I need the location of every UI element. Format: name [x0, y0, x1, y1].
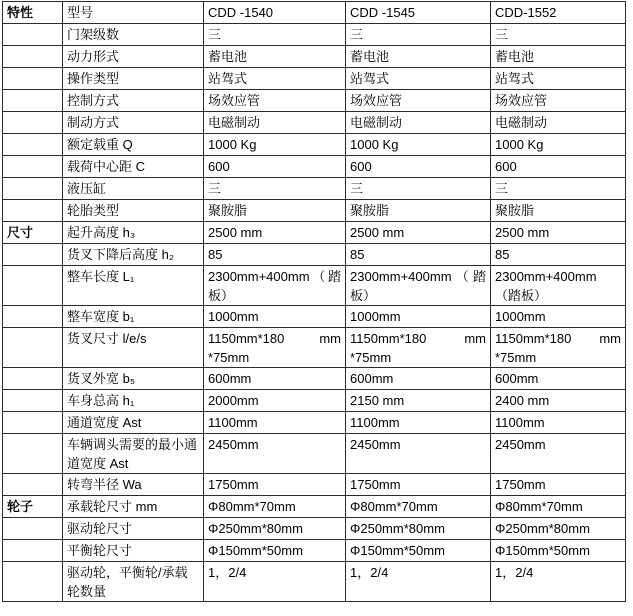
row-label: 驱动轮尺寸	[63, 518, 204, 540]
cell-value: 1000mm	[346, 306, 491, 328]
cell-value: Φ250mm*80mm	[491, 518, 626, 540]
model-header: 型号	[63, 2, 204, 24]
category-label	[3, 178, 63, 200]
row-label: 货叉尺寸 l/e/s	[63, 328, 204, 368]
table-row	[3, 474, 626, 496]
table-row	[3, 496, 626, 518]
cell-value: 2150 mm	[346, 390, 491, 412]
cell-value: 站驾式	[491, 68, 626, 90]
row-label: 额定载重 Q	[63, 134, 204, 156]
table-row	[3, 68, 626, 90]
cell-value: 站驾式	[204, 68, 346, 90]
category-label	[3, 134, 63, 156]
cell-value: 1000 Kg	[346, 134, 491, 156]
cell-value: 1000 Kg	[491, 134, 626, 156]
category-label	[3, 328, 63, 368]
row-label: 控制方式	[63, 90, 204, 112]
table-row	[3, 222, 626, 244]
cell-value: Φ80mm*70mm	[204, 496, 346, 518]
row-label: 平衡轮尺寸	[63, 540, 204, 562]
cell-value: Φ150mm*50mm	[491, 540, 626, 562]
cell-value: 三	[204, 24, 346, 46]
row-label: 转弯半径 Wa	[63, 474, 204, 496]
cell-value: 600	[204, 156, 346, 178]
table-row	[3, 328, 626, 368]
cell-value: 电磁制动	[204, 112, 346, 134]
category-label	[3, 156, 63, 178]
category-label	[3, 412, 63, 434]
cell-value: 聚胺脂	[491, 200, 626, 222]
cell-value: 2450mm	[491, 434, 626, 474]
cell-value: 1100mm	[346, 412, 491, 434]
cell-value: 聚胺脂	[204, 200, 346, 222]
table-row	[3, 90, 626, 112]
cell-value: 三	[204, 178, 346, 200]
cell-value: 1150mm*180 mm *75mm	[204, 328, 346, 368]
cell-value: 1，2/4	[346, 562, 491, 602]
spec-table	[2, 1, 626, 602]
cell-value: 场效应管	[491, 90, 626, 112]
table-row	[3, 368, 626, 390]
category-label	[3, 68, 63, 90]
row-label: 货叉下降后高度 h₂	[63, 244, 204, 266]
category-label	[3, 200, 63, 222]
table-row	[3, 178, 626, 200]
cell-value: 三	[346, 178, 491, 200]
cell-value: 2500 mm	[204, 222, 346, 244]
cell-value: 2300mm+400mm（踏板）	[491, 266, 626, 306]
cell-value: 85	[491, 244, 626, 266]
table-row	[3, 266, 626, 306]
table-row	[3, 134, 626, 156]
table-row	[3, 540, 626, 562]
cell-value: Φ250mm*80mm	[204, 518, 346, 540]
table-header-row	[3, 2, 626, 24]
cell-value: 600	[346, 156, 491, 178]
category-label	[3, 90, 63, 112]
category-label	[3, 24, 63, 46]
category-label	[3, 112, 63, 134]
cell-value: 场效应管	[204, 90, 346, 112]
row-label: 操作类型	[63, 68, 204, 90]
cell-value: 2450mm	[346, 434, 491, 474]
feature-header: 特性	[3, 2, 63, 24]
table-row	[3, 244, 626, 266]
cell-value: 600	[491, 156, 626, 178]
cell-value: 聚胺脂	[346, 200, 491, 222]
category-label	[3, 46, 63, 68]
row-label: 载荷中心距 C	[63, 156, 204, 178]
cell-value: 站驾式	[346, 68, 491, 90]
category-label	[3, 368, 63, 390]
cell-value: 1000mm	[204, 306, 346, 328]
cell-value: 85	[346, 244, 491, 266]
cell-value: 蓄电池	[491, 46, 626, 68]
cell-value: 2500 mm	[491, 222, 626, 244]
cell-value: 蓄电池	[204, 46, 346, 68]
cell-value: 600mm	[346, 368, 491, 390]
row-label: 轮胎类型	[63, 200, 204, 222]
cell-value: 1000 Kg	[204, 134, 346, 156]
model-name: CDD -1540	[204, 2, 346, 24]
cell-value: Φ80mm*70mm	[491, 496, 626, 518]
table-row	[3, 306, 626, 328]
row-label: 承载轮尺寸 mm	[63, 496, 204, 518]
cell-value: Φ80mm*70mm	[346, 496, 491, 518]
spec-sheet-page	[0, 1, 633, 616]
cell-value: 2300mm+400mm（踏板）	[204, 266, 346, 306]
category-label: 轮子	[3, 496, 63, 518]
category-label	[3, 540, 63, 562]
cell-value: 2450mm	[204, 434, 346, 474]
cell-value: 1150mm*180 mm *75mm	[346, 328, 491, 368]
category-label	[3, 306, 63, 328]
cell-value: 三	[346, 24, 491, 46]
cell-value: 2300mm+400mm（踏板）	[346, 266, 491, 306]
table-row	[3, 412, 626, 434]
cell-value: Φ150mm*50mm	[204, 540, 346, 562]
table-row	[3, 390, 626, 412]
cell-value: 2400 mm	[491, 390, 626, 412]
row-label: 动力形式	[63, 46, 204, 68]
cell-value: 1，2/4	[491, 562, 626, 602]
row-label: 通道宽度 Ast	[63, 412, 204, 434]
cell-value: 三	[491, 178, 626, 200]
cell-value: 1750mm	[204, 474, 346, 496]
cell-value: 1100mm	[491, 412, 626, 434]
row-label: 整车长度 L₁	[63, 266, 204, 306]
cell-value: 三	[491, 24, 626, 46]
category-label: 尺寸	[3, 222, 63, 244]
table-row	[3, 46, 626, 68]
category-label	[3, 474, 63, 496]
row-label: 车辆调头需要的最小通道宽度 Ast	[63, 434, 204, 474]
cell-value: 2500 mm	[346, 222, 491, 244]
cell-value: 600mm	[204, 368, 346, 390]
row-label: 货叉外宽 b₅	[63, 368, 204, 390]
row-label: 车身总高 h₁	[63, 390, 204, 412]
model-name: CDD -1545	[346, 2, 491, 24]
category-label	[3, 562, 63, 602]
cell-value: 电磁制动	[346, 112, 491, 134]
cell-value: 600mm	[491, 368, 626, 390]
category-label	[3, 390, 63, 412]
row-label: 整车宽度 b₁	[63, 306, 204, 328]
table-row	[3, 200, 626, 222]
cell-value: 85	[204, 244, 346, 266]
cell-value: 1750mm	[491, 474, 626, 496]
category-label	[3, 518, 63, 540]
row-label: 起升高度 h₃	[63, 222, 204, 244]
row-label: 驱动轮，平衡轮/承载轮数量	[63, 562, 204, 602]
cell-value: Φ150mm*50mm	[346, 540, 491, 562]
cell-value: 电磁制动	[491, 112, 626, 134]
table-row	[3, 156, 626, 178]
category-label	[3, 266, 63, 306]
cell-value: Φ250mm*80mm	[346, 518, 491, 540]
row-label: 制动方式	[63, 112, 204, 134]
table-row	[3, 562, 626, 602]
cell-value: 蓄电池	[346, 46, 491, 68]
category-label	[3, 244, 63, 266]
cell-value: 1150mm*180 mm *75mm	[491, 328, 626, 368]
model-name: CDD-1552	[491, 2, 626, 24]
cell-value: 场效应管	[346, 90, 491, 112]
category-label	[3, 434, 63, 474]
table-row	[3, 24, 626, 46]
table-row	[3, 112, 626, 134]
row-label: 门架级数	[63, 24, 204, 46]
cell-value: 2000mm	[204, 390, 346, 412]
table-row	[3, 434, 626, 474]
cell-value: 1750mm	[346, 474, 491, 496]
row-label: 液压缸	[63, 178, 204, 200]
cell-value: 1100mm	[204, 412, 346, 434]
cell-value: 1，2/4	[204, 562, 346, 602]
table-row	[3, 518, 626, 540]
cell-value: 1000mm	[491, 306, 626, 328]
